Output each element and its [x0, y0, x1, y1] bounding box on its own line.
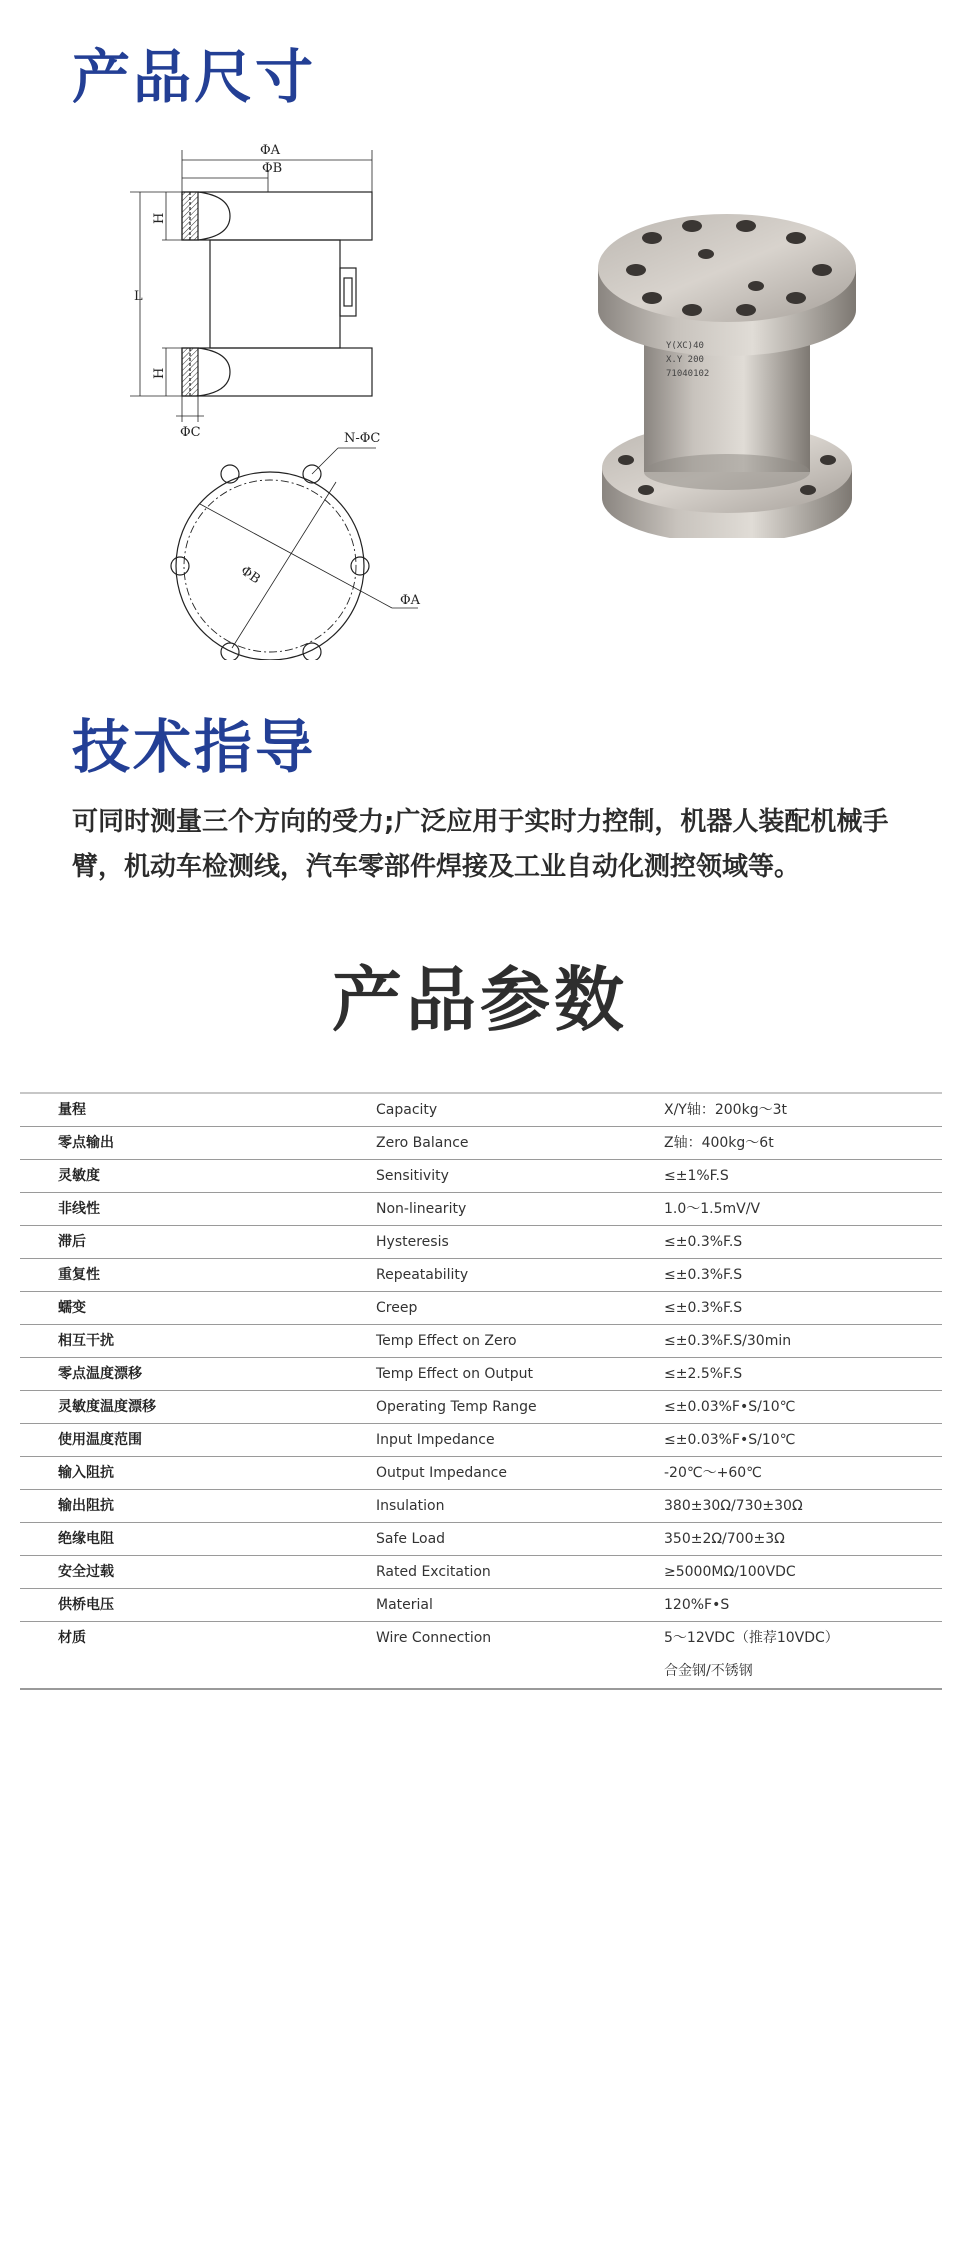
spec-name-en: Zero Balance: [376, 1135, 469, 1151]
spec-row: [20, 1589, 942, 1622]
spec-name-cn: 重复性: [58, 1267, 100, 1283]
spec-name-en: Safe Load: [376, 1531, 446, 1547]
spec-name-cn: 绝缘电阻: [58, 1531, 114, 1547]
spec-value: ≤±0.3%F.S: [664, 1267, 743, 1283]
label-l: L: [134, 289, 143, 304]
spec-name-cn: 滞后: [58, 1234, 86, 1250]
flange-outline: [176, 472, 364, 660]
spec-row: [20, 1259, 942, 1292]
spec-name-cn: 材质: [58, 1630, 86, 1646]
label-circle-phi-b: ΦB: [237, 563, 263, 588]
spec-name-en: Repeatability: [376, 1267, 469, 1283]
section-title-params: 产品参数: [332, 959, 628, 1041]
spec-value: 1.0～1.5mV/V: [664, 1201, 761, 1217]
spec-value-extra: 合金钢/不锈钢: [664, 1663, 753, 1679]
section-title-dimensions: 产品尺寸: [72, 43, 317, 111]
spec-row: [20, 1490, 942, 1523]
spec-name-en: Rated Excitation: [376, 1564, 491, 1580]
spec-name-en: Sensitivity: [376, 1168, 449, 1184]
spec-row: [20, 1556, 942, 1589]
spec-value: 120%F•S: [664, 1597, 730, 1613]
spec-value: ≤±0.03%F•S/10℃: [664, 1399, 796, 1415]
spec-row: [20, 1325, 942, 1358]
spec-name-en: Wire Connection: [376, 1630, 492, 1646]
spec-row: [20, 1424, 942, 1457]
spec-name-en: Operating Temp Range: [376, 1399, 537, 1415]
tech-description: 可同时测量三个方向的受力;广泛应用于实时力控制，机器人装配机械手臂，机动车检测线，汽车零部件焊接及工业自动化测控领域等。: [72, 807, 889, 882]
spec-name-en: Non-linearity: [376, 1201, 467, 1217]
spec-row: [20, 1127, 942, 1160]
dimension-drawing: [100, 130, 440, 660]
spec-value: X/Y轴：200kg～3t: [664, 1102, 787, 1118]
spec-name-cn: 零点输出: [58, 1135, 114, 1151]
spec-row: [20, 1391, 942, 1424]
spec-name-en: Creep: [376, 1300, 418, 1316]
spec-value: Z轴：400kg～6t: [664, 1135, 774, 1151]
spec-table: [20, 1092, 942, 1690]
spec-name-cn: 灵敏度温度漂移: [58, 1399, 156, 1415]
label-h-top: H: [152, 212, 167, 224]
spec-name-en: Insulation: [376, 1498, 445, 1514]
spec-value: ≤±1%F.S: [664, 1168, 729, 1184]
spec-row: [20, 1160, 942, 1193]
spec-row: [20, 1292, 942, 1325]
spec-row: [20, 1457, 942, 1490]
spec-value: ≤±2.5%F.S: [664, 1366, 743, 1382]
spec-row: [20, 1622, 942, 1690]
spec-row: [20, 1193, 942, 1226]
spec-name-en: Capacity: [376, 1102, 438, 1118]
center-body: [210, 240, 340, 348]
spec-value: 380±30Ω/730±30Ω: [664, 1498, 803, 1514]
spec-row: [20, 1226, 942, 1259]
spec-name-en: Temp Effect on Output: [376, 1366, 534, 1382]
top-flange: [182, 192, 372, 240]
spec-name-cn: 供桥电压: [58, 1597, 114, 1613]
spec-row: [20, 1094, 942, 1127]
spec-row: [20, 1523, 942, 1556]
product-photo: [596, 198, 858, 538]
label-circle-phi-a: ΦA: [400, 593, 421, 608]
connector: [340, 268, 356, 316]
spec-name-en: Material: [376, 1597, 433, 1613]
spec-name-cn: 零点温度漂移: [58, 1366, 142, 1382]
label-n-phi-c: N-ΦC: [344, 431, 381, 446]
bottom-flange: [182, 348, 372, 396]
label-h-bottom: H: [152, 367, 167, 379]
product-label-line2: X.Y 200: [666, 355, 704, 365]
spec-name-cn: 使用温度范围: [58, 1432, 142, 1448]
spec-name-cn: 输入阻抗: [58, 1465, 114, 1481]
spec-name-cn: 灵敏度: [58, 1168, 100, 1184]
product-label-line3: 71040102: [666, 369, 710, 379]
spec-value: 5～12VDC（推荐10VDC）: [664, 1630, 839, 1646]
spec-value: -20℃～+60℃: [664, 1465, 762, 1481]
spec-name-cn: 量程: [58, 1102, 86, 1118]
spec-value: ≤±0.03%F•S/10℃: [664, 1432, 796, 1448]
label-phi-b: ΦB: [262, 161, 283, 176]
product-label-line1: Y(XC)40: [666, 341, 704, 351]
spec-name-cn: 相互干扰: [58, 1333, 114, 1349]
spec-value: 350±2Ω/700±3Ω: [664, 1531, 785, 1547]
spec-name-cn: 安全过载: [58, 1564, 114, 1580]
spec-value: ≤±0.3%F.S: [664, 1300, 743, 1316]
spec-name-en: Temp Effect on Zero: [376, 1333, 517, 1349]
spec-name-en: Input Impedance: [376, 1432, 495, 1448]
spec-value: ≤±0.3%F.S/30min: [664, 1333, 792, 1349]
section-title-tech: 技术指导: [72, 713, 317, 781]
spec-row: [20, 1358, 942, 1391]
spec-name-cn: 非线性: [58, 1201, 100, 1217]
spec-name-cn: 蠕变: [58, 1300, 86, 1316]
label-phi-c: ΦC: [180, 425, 201, 440]
spec-value: ≥5000MΩ/100VDC: [664, 1564, 796, 1580]
spec-name-en: Output Impedance: [376, 1465, 507, 1481]
spec-name-cn: 输出阻抗: [58, 1498, 114, 1514]
spec-name-en: Hysteresis: [376, 1234, 449, 1250]
label-phi-a: ΦA: [260, 143, 281, 158]
spec-value: ≤±0.3%F.S: [664, 1234, 743, 1250]
